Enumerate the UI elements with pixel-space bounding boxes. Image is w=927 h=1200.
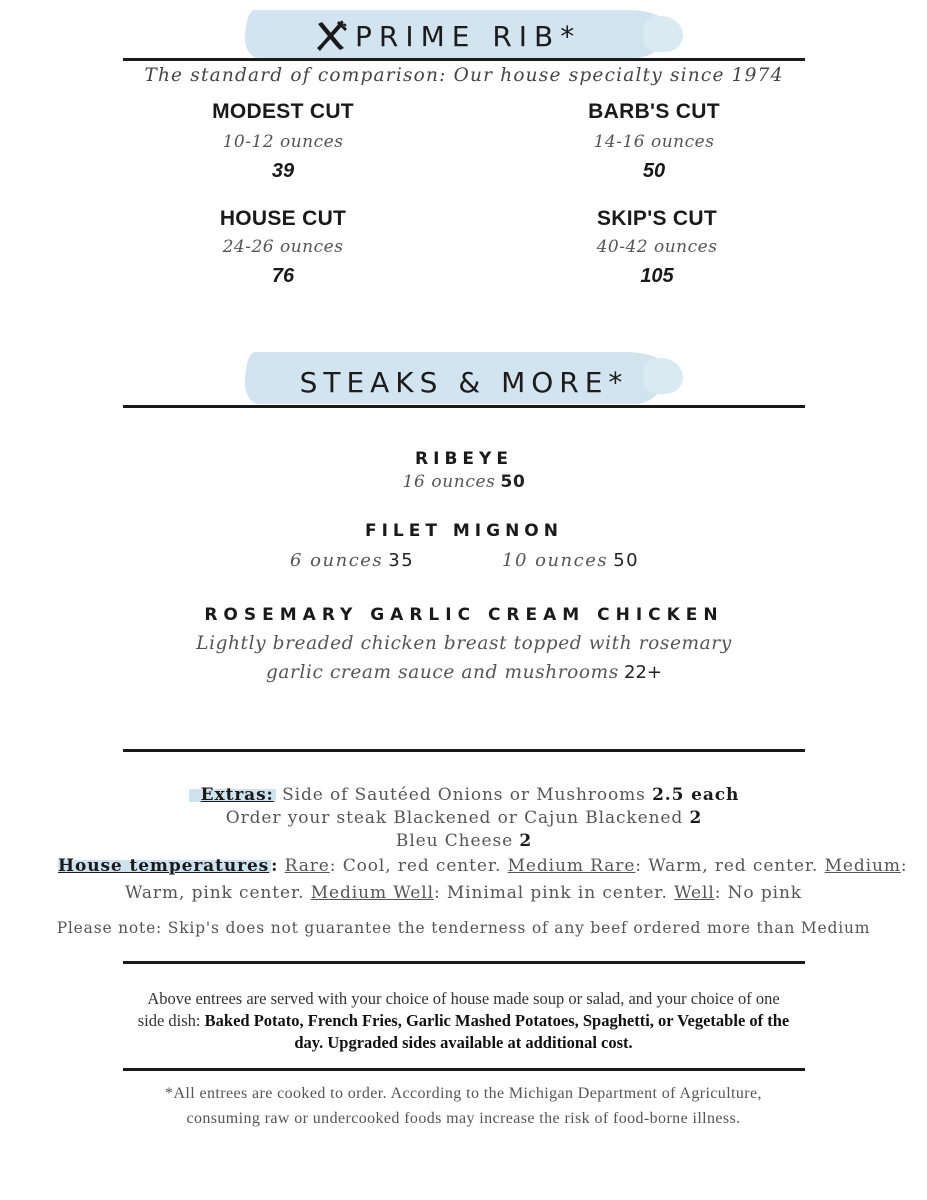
temp-medium-label: Medium — [824, 856, 901, 876]
temperatures-label: House temperatures — [58, 856, 270, 876]
sides-line-1: Above entrees are served with your choice of house made soup or salad, and your choice of one — [147, 989, 780, 1008]
sides-intro: side dish: — [137, 1011, 201, 1030]
ribeye-details — [123, 472, 805, 492]
temp-well-label: Well — [674, 883, 715, 903]
sides-line-3 — [80, 1032, 847, 1054]
extras-bleu-price: 2 — [519, 831, 533, 851]
prime-rib-title: PRIME RIB* — [355, 20, 582, 53]
extras-blackened-text: Order your steak Blackened or Cajun Blackened — [225, 808, 684, 828]
chicken-desc-line1: Lightly breaded chicken breast topped with rosemary — [196, 633, 732, 654]
temp-medium-well-label: Medium Well — [310, 883, 434, 903]
extras-line-2 — [123, 808, 805, 828]
cut-ounces: 14-16 ounces — [593, 132, 715, 152]
temp-medium-rare-label: Medium Rare — [507, 856, 636, 876]
cut-name: HOUSE CUT — [219, 207, 347, 230]
ribeye-ounces: 16 ounces — [402, 472, 496, 492]
cut-ounces: 24-26 ounces — [222, 237, 344, 257]
extras-bleu-text: Bleu Cheese — [395, 831, 514, 851]
disclaimer-line-2: consuming raw or undercooked foods may increase the risk of food-borne illness. — [186, 1110, 741, 1127]
cut-ounces: 10-12 ounces — [222, 132, 344, 152]
steaks-title: STEAKS & MORE* — [299, 366, 629, 399]
filet-ounces: 10 ounces — [502, 550, 609, 571]
cut-name: SKIP'S CUT — [596, 207, 717, 230]
steaks-bottom-rule — [123, 749, 805, 752]
temp-medium-rare-desc: Warm, red center. — [648, 856, 819, 876]
temperatures-line-2: Warm, pink center. Medium Well: Minimal pink in center. Well: No pink — [124, 883, 803, 903]
sides-bottom-rule — [123, 1068, 805, 1071]
disclaimer-line-1: *All entrees are cooked to order. According to the Michigan Department of Agriculture, — [165, 1085, 762, 1102]
cut-name: MODEST CUT — [212, 100, 354, 123]
extras-blackened-price: 2 — [689, 808, 703, 828]
cut-price: 105 — [640, 265, 674, 287]
cut-name: BARB'S CUT — [588, 100, 720, 123]
extras-onions-text: Side of Sautéed Onions or Mushrooms — [282, 785, 646, 805]
chicken-name: ROSEMARY GARLIC CREAM CHICKEN — [204, 605, 724, 625]
extras-label: Extras: — [189, 785, 276, 805]
prime-rib-header — [300, 14, 630, 58]
cut-price: 39 — [271, 160, 295, 182]
prime-rib-top-rule — [123, 58, 805, 61]
chicken-price: 22+ — [624, 662, 662, 683]
temp-rare-desc: Cool, red center. — [342, 856, 502, 876]
extras-line-3 — [123, 831, 805, 851]
filet-option-large — [502, 550, 639, 571]
extras-line-1 — [123, 785, 805, 805]
prime-rib-subtitle: The standard of comparison: Our house specialty since 1974 — [144, 65, 784, 86]
filet-price: 50 — [613, 550, 640, 571]
cut-price: 76 — [271, 265, 295, 287]
sides-line-2 — [80, 1010, 847, 1032]
temp-medium-well-desc: Minimal pink in center. — [446, 883, 668, 903]
tenderness-note: Please note: Skip's does not guarantee the tenderness of any beef ordered more than Medium — [56, 919, 871, 937]
cut-skips — [557, 207, 757, 288]
chicken-desc-line2 — [123, 662, 805, 683]
temperatures-line-1: House temperatures : Rare: Cool, red center. Medium Rare: Warm, red center. Medium: — [58, 856, 908, 876]
ribeye-name: RIBEYE — [415, 449, 513, 469]
ribeye-price: 50 — [500, 472, 526, 492]
filet-ounces: 6 ounces — [290, 550, 384, 571]
extras-bottom-rule — [123, 961, 805, 964]
temp-medium-desc: Warm, pink center. — [124, 883, 305, 903]
steaks-top-rule — [123, 405, 805, 408]
extras-onions-price: 2.5 each — [652, 785, 740, 805]
chicken-desc-text: garlic cream sauce and mushrooms — [265, 662, 619, 683]
cut-price: 50 — [642, 160, 666, 182]
filet-name: FILET MIGNON — [364, 521, 563, 541]
filet-option-small — [290, 550, 414, 571]
cut-barbs — [554, 100, 754, 183]
sides-upgrade: day. Upgraded sides available at additional cost. — [294, 1033, 633, 1052]
temp-rare-label: Rare — [284, 856, 330, 876]
cut-modest — [183, 100, 383, 183]
cut-house — [183, 207, 383, 288]
temp-well-desc: No pink — [727, 883, 803, 903]
filet-price: 35 — [388, 550, 415, 571]
sides-list: Baked Potato, French Fries, Garlic Mashed Potatoes, Spaghetti, or Vegetable of the — [204, 1011, 790, 1030]
cut-ounces: 40-42 ounces — [596, 237, 718, 257]
crossed-knife-fork-icon — [314, 20, 348, 54]
